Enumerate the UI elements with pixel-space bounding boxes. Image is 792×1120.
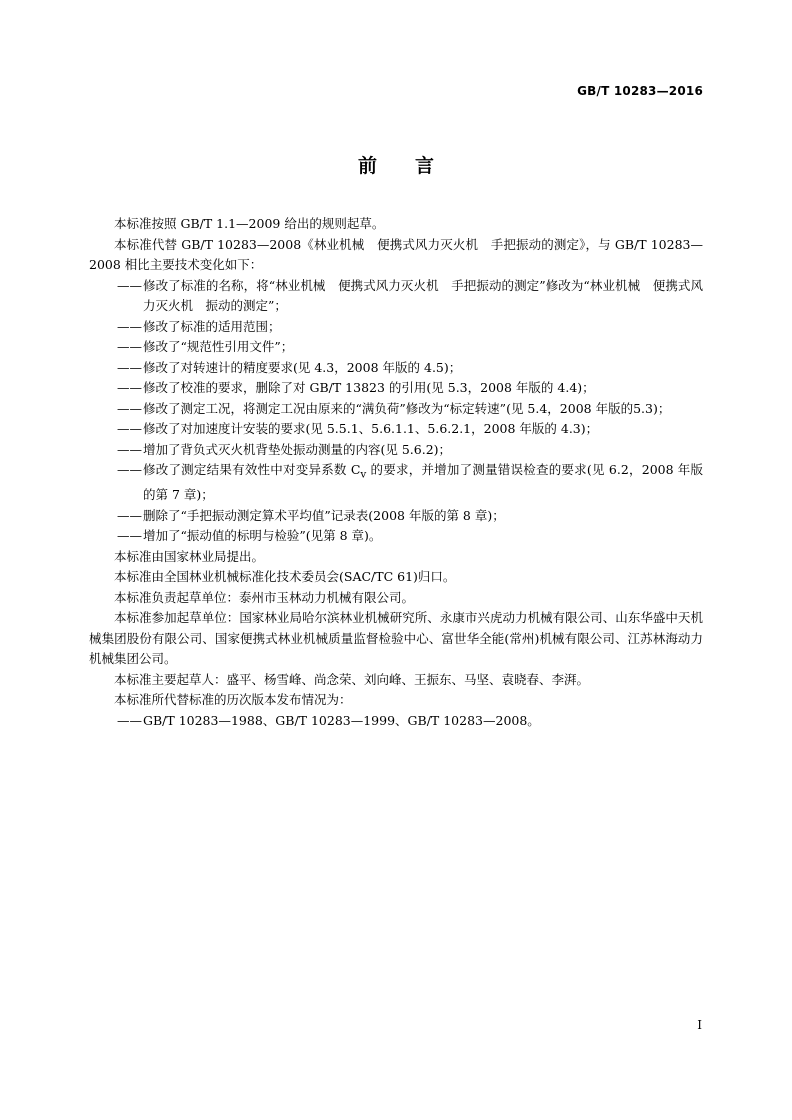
dash-marker: —— — [117, 462, 142, 477]
list-item-text: 修改了“规范性引用文件”； — [143, 339, 294, 354]
paragraph-lead-drafter: 本标准负责起草单位：泰州市玉林动力机械有限公司。 — [114, 589, 415, 605]
list-item — [89, 276, 703, 317]
list-item — [89, 419, 703, 440]
dash-marker: —— — [117, 339, 142, 354]
paragraph-history-intro: 本标准所代替标准的历次版本发布情况为： — [114, 692, 352, 707]
document-id: GB/T 10283—2016 — [577, 84, 703, 98]
paragraph-proposer: 本标准由国家林业局提出。 — [114, 548, 265, 564]
paragraph-replacement: 本标准代替 GB/T 10283—2008《林业机械 便携式风力灭火机 手把振动的测定》，与 GB/T 10283—2008 相比主要技术变化如下： — [89, 236, 703, 272]
list-item-text: 修改了标准的名称，将“林业机械 便携式风力灭火机 手把振动的测定”修改为“林业机械 便携式风力灭火机 振动的测定”； — [143, 277, 703, 313]
list-item-text: 修改了对加速度计安装的要求(见 5.5.1、5.6.1.1、5.6.2.1，2008 年版的 4.3)； — [143, 421, 599, 436]
title-char-2: 言 — [415, 155, 435, 177]
change-list — [89, 276, 703, 547]
dash-marker: —— — [117, 380, 142, 395]
page-title — [0, 151, 792, 178]
list-item — [89, 358, 703, 379]
list-item-text: 修改了测定工况，将测定工况由原来的“满负荷”修改为“标定转速”(见 5.4，2008 年版的5.3)； — [143, 400, 671, 416]
list-item — [89, 317, 703, 338]
dash-marker: —— — [117, 507, 142, 523]
paragraph-main-drafters: 本标准主要起草人：盛平、杨雪峰、尚念荣、刘向峰、王振东、马坚、袁晓春、李湃。 — [114, 671, 590, 687]
dash-marker: —— — [117, 528, 142, 543]
dash-marker: —— — [117, 277, 142, 293]
list-item — [89, 526, 703, 547]
page-number: I — [697, 1018, 702, 1032]
list-item-text: 修改了标准的适用范围； — [143, 318, 281, 334]
list-item-text: 修改了对转速计的精度要求(见 4.3，2008 年版的 4.5)； — [143, 359, 462, 375]
list-item — [89, 460, 703, 506]
title-char-1: 前 — [357, 155, 377, 177]
history-item-text: GB/T 10283—1988、GB/T 10283—1999、GB/T 10283—2008。 — [143, 712, 540, 728]
list-item — [89, 378, 703, 399]
dash-marker: —— — [117, 359, 142, 375]
dash-marker: —— — [117, 400, 142, 416]
list-item — [89, 399, 703, 420]
paragraph-participating-drafters: 本标准参加起草单位：国家林业局哈尔滨林业机械研究所、永康市兴虎动力机械有限公司、山东华盛中天机械集团股份有限公司、国家便携式林业机械质量监督检验中心、富世华全能(常州)机械有限公司、江苏林海动力机械集团公司。 — [89, 610, 703, 666]
paragraph-technical-committee: 本标准由全国林业机械标准化技术委员会(SAC/TC 61)归口。 — [114, 569, 456, 584]
list-item-text: 修改了校准的要求，删除了对 GB/T 13823 的引用(见 5.3，2008 年版的 4.4)； — [143, 380, 595, 395]
list-item — [89, 506, 703, 527]
list-item-text: 修改了测定结果有效性中对变异系数 $C_v$ 的要求，并增加了测量错误检查的要求(见 6.2，2008 年版的第 7 章)； — [143, 462, 703, 502]
list-item — [89, 337, 703, 358]
dash-marker: —— — [117, 421, 142, 436]
list-item-text: 增加了“振动值的标明与检验”(见第 8 章)。 — [143, 528, 382, 543]
paragraph-drafting-rules: 本标准按照 GB/T 1.1—2009 给出的规则起草。 — [114, 216, 385, 231]
list-item — [89, 440, 703, 461]
dash-marker: —— — [117, 441, 142, 457]
list-item-text: 删除了“手把振动测定算术平均值”记录表(2008 年版的第 8 章)； — [143, 507, 505, 523]
list-item-text: 增加了背负式灭火机背垫处振动测量的内容(见 5.6.2)； — [143, 441, 452, 457]
foreword-body — [89, 214, 703, 731]
dash-marker: —— — [117, 318, 142, 334]
dash-marker: —— — [117, 712, 142, 728]
history-item — [89, 711, 703, 732]
